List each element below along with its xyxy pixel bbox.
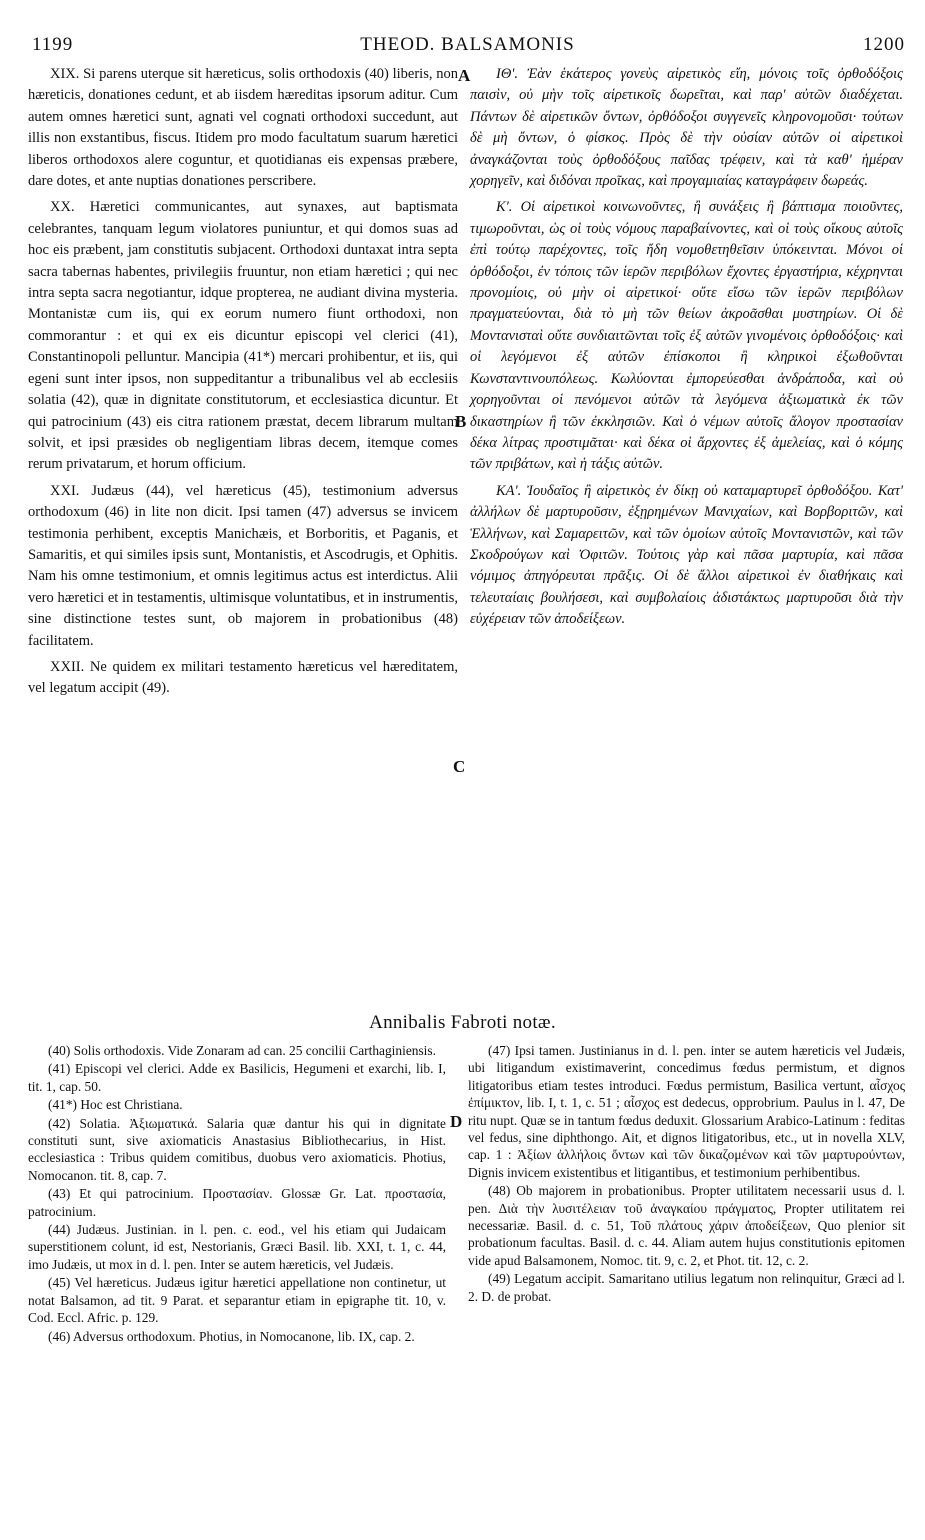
margin-letter-c: C bbox=[453, 757, 466, 776]
note-41-star: (41*) Hoc est Christiana. bbox=[48, 1097, 183, 1113]
notes-right-column bbox=[468, 1042, 905, 1306]
latin-column bbox=[28, 64, 458, 705]
note-42: (42) Solatia. Ἀξιωματικά. Salaria quæ dantur his qui in dignitate constituti sunt, sive axiomaticis Anastasius Bibliothecarius, in Hist. ecclesiastica : Tribus quidem comitibus, duobus vero axiomaticis. Photius, Nomocanon. tit. 8, cap. 7. bbox=[28, 1115, 446, 1183]
greek-column bbox=[470, 64, 903, 636]
note-45: (45) Vel hæreticus. Judæus igitur hæretici appellatione non continetur, ut notat Balsamon, ad tit. 9 Parat. et separantur etiam in epigraphe tit. 10, v. Cod. Eccl. Afric. p. 129. bbox=[28, 1275, 446, 1326]
note-46: (46) Adversus orthodoxum. Photius, in Nomocanone, lib. IX, cap. 2. bbox=[48, 1328, 415, 1344]
running-header bbox=[30, 30, 905, 58]
greek-paragraph-20: Κʹ. Οἱ αἱρετικοὶ κοινωνοῦντες, ἢ συνάξεις ἢ βάπτισμα ποιοῦντες, τιμωροῦνται, ὡς οἱ τοὺς νόμους παραβαίνοντες, καὶ οἱ τοὺς οἴκους αὐτοῖς ἐπὶ τούτῳ παρέχοντες, τοῖς ἤδη νομοθετηθεῖσιν ὑπόκεινται. Μόνοι οἱ ὀρθόδοξοι, ἐν τόποις τῶν ἱερῶν περιβόλων ἔχοντες ἐργαστήρια, κέχρηνται προνομίοις, οὐ μὴν οἱ αἱρετικοί· οὔτε εἴσω τῶν ἱερῶν περιβόλων πραγματεύονται, διὰ τὸ μὴ τῶν θείων ἀκροᾶσθαι μυστηρίων. Οἱ δὲ Μοντανισταὶ οὔτε συνδιαιτῶνται τοῖς ἐξ αὐτῶν γινομένοις ὀρθοδόξοις· καὶ οἱ λεγόμενοι ἐξ αὐτῶν ἐπίσκοποι ἢ κληρικοὶ ἐξωθοῦνται Κωνσταντινουπόλεως. Κωλύονται ἐμπορεύεσθαι ἀνδράποδα, καὶ οὐ χορηγοῦνται οἱ πενόμενοι αὐτῶν τὰ λεγόμενα ἀξιωματικὰ ἐκ τῶν δικαστηρίων ἢ τῶν ἐκκλησιῶν. Καὶ ὁ νέμων αὐτοῖς ἄλογον προστασίαν δέκα λίτρας προστιμᾶται· καὶ δέκα οἱ ἄρχοντες ἐξ ἀμελείας, καὶ ὁ κόμης τῶν πριβάτων, καὶ ἡ τάξις αὐτῶν. bbox=[470, 199, 903, 473]
note-40: (40) Solis orthodoxis. Vide Zonaram ad can. 25 concilii Carthaginiensis. bbox=[48, 1043, 436, 1058]
notes-heading: Annibalis Fabroti notæ. bbox=[369, 1012, 556, 1033]
note-49: (49) Legatum accipit. Samaritano utilius legatum non relinquitur, Græci ad l. 2. D. de probat. bbox=[468, 1271, 905, 1304]
page-number-left: 1199 bbox=[32, 34, 74, 55]
note-47: (47) Ipsi tamen. Justinianus in d. l. pen. inter se autem hæreticis vel Judæis, ubi litigandum existimaverint, concedimus fœdus permistum, et dignos litigatoribus etiam testes introduci. Fœdus permistum, Basilica vertunt, αἶσχος ἐπίμικτον, lib. I, t. 1, c. 51 ; αἶσχος est dedecus, opprobrium. Paulus in l. 47, De ritu nupt. Quæ se in tantum fœdus deduxit. Glossarium Arabico-Latinum : feditas vel fedus, sine diphthongo. Ait, et dignos litigatoribus, etc., ut in novella XLV, cap. 1 : Ἀξίων ἀλλήλοις ὄντων καὶ τῶν δικαζομένων καὶ τῶν μαρτυρούντων, Dignis invicem existentibus et litigantibus, et testimonium perhibentibus. bbox=[468, 1043, 905, 1180]
page-number-right: 1200 bbox=[863, 34, 905, 55]
note-48: (48) Ob majorem in probationibus. Propter utilitatem necessarii usus d. l. pen. Διὰ τὴν λυσιτέλειαν τοῦ ἀναγκαίου πράγματος, Propter utilitatem rei necessariæ. Basil. d. c. 51, Τοῦ πλάτους χάριν ἀποδείξεων, Quo plenior sit probationum facultas. Basil. d. c. 44. Aliam autem hujus constitutionis epitomen vide apud Balsamonem, Nomoc. tit. 9, c. 2, et Phot. tit. 12, c. 2. bbox=[468, 1183, 905, 1268]
latin-paragraph-xx: XX. Hæretici communicantes, aut synaxes, aut baptismata celebrantes, tanquam legum violatores puniuntur, et qui domos suas ad hoc eis præbent, jam constitutis subjacent. Orthodoxi duntaxat intra septa sacra tabernas habentes, privilegiis fruuntur, non etiam hæretici ; qui nec intra septa sacra negotiantur, idque propterea, ne audiant divina mysteria. Montanistæ cum iis, qui ex eorum numero fiunt orthodoxi, non commorantur : et qui ex eis dicuntur episcopi vel clerici (41), Constantinopoli pelluntur. Mancipia (41*) mercari prohibentur, et iis, qui egeni sunt inter ipsos, non suppeditantur a tribunalibus vel ab ecclesiis solatia (42), quæ in dignitate constitutorum, et ecclesiastica dicuntur. Et qui patrocinium (43) eis citra rationem præstat, decem librarum multam solvit, et ipsi præsides ob negligentiam libras decem, itemque comes rerum privatarum, et horum officium. bbox=[28, 199, 458, 473]
margin-letter-a: A bbox=[458, 66, 471, 85]
margin-letter-b: B bbox=[455, 412, 467, 431]
notes-left-column bbox=[28, 1042, 446, 1346]
note-41: (41) Episcopi vel clerici. Adde ex Basilicis, Hegumeni et exarchi, lib. I, tit. 1, cap. 50. bbox=[28, 1061, 446, 1094]
note-43: (43) Et qui patrocinium. Προστασίαν. Glossæ Gr. Lat. προστασία, patrocinium. bbox=[28, 1186, 446, 1219]
latin-paragraph-xxii: XXII. Ne quidem ex militari testamento hæreticus vel hæreditatem, vel legatum accipit (49). bbox=[28, 658, 458, 697]
latin-paragraph-xxi: XXI. Judæus (44), vel hæreticus (45), testimonium adversus orthodoxum (46) in lite non dicit. Ipsi tamen (47) adversus se invicem testimonia perhibent, exceptis Manichæis, et Borboritis, et Paganis, et Samaritis, et qui similes ipsis sunt, Montanistis, et Ascodrugis, et Ophitis. Nam his omne testimonium, et omnis legitimus actus est interdictus. Alii vero hæretici et in testamentis, ultimisque voluntatibus, et in instrumentis, sine distinctione testes sunt, ob majorem in probationibus (48) facilitatem. bbox=[28, 482, 458, 649]
latin-paragraph-xix: XIX. Si parens uterque sit hæreticus, solis orthodoxis (40) liberis, non hæreticis, donationes cedunt, et ab iisdem hæreditas ipsorum aditur. Cum autem omnes hæretici sunt, agnati vel cognati orthodoxi succedunt, aut illis non exstantibus, fiscus. Itidem pro modo facultatum suarum hæretici liberos orthodoxos alere coguntur, et quotidianas eis expensas præbere, dare dotes, et ante nuptias donationes perscribere. bbox=[28, 66, 458, 190]
greek-paragraph-19: ΙΘʹ. Ἐὰν ἑκάτερος γονεὺς αἱρετικὸς εἴη, μόνοις τοῖς ὀρθοδόξοις παισὶν, οὐ μὴν τοῖς αἱρετικοῖς δωρεῖται, καὶ παρ' αὐτῶν διαδέχεται. Πάντων δὲ αἱρετικῶν ὄντων, ὀρθόδοξοι συγγενεῖς κληρονομοῦσι· τούτων δὲ μὴ ὄντων, ὁ φίσκος. Πρὸς δὲ τὴν οὐσίαν αὐτῶν οἱ αἱρετικοὶ ἀναγκάζονται τοὺς ὀρθοδόξους παῖδας τρέφειν, καὶ τὰ καθ' ἡμέραν χορηγεῖν, καὶ διδόναι προῖκας, καὶ προγαμιαίας καταγράφειν δωρεάς. bbox=[470, 66, 903, 190]
margin-letter-d: D bbox=[450, 1112, 463, 1131]
greek-paragraph-21: ΚΑʹ. Ἰουδαῖος ἢ αἱρετικὸς ἐν δίκῃ οὐ καταμαρτυρεῖ ὀρθοδόξου. Κατ' ἀλλήλων δὲ μαρτυροῦσιν, ἐξῃρημένων Μανιχαίων, καὶ Βορβοριτῶν, καὶ Ἑλλήνων, καὶ Σαμαρειτῶν, καὶ τῶν ὁμοίων αὐτοῖς Μοντανιστῶν, καὶ τῶν Σκοδρούγων καὶ Ὀφιτῶν. Τούτοις γὰρ καὶ πᾶσα μαρτυρία, καὶ πᾶσα νόμιμος ἀπηγόρευται πρᾶξις. Οἱ δὲ ἄλλοι αἱρετικοὶ ἐν διαθήκαις καὶ τελευταίαις βουλήσεσι, καὶ συμβολαίοις ἀδιστάκτως μαρτυροῦσι διὰ τὴν εὐχέρειαν τῶν ἀποδείξεων. bbox=[470, 482, 903, 628]
running-title: THEOD. BALSAMONIS bbox=[360, 34, 575, 55]
note-44: (44) Judæus. Justinian. in l. pen. c. eod., vel his etiam qui Judaicam superstitionem colunt, id est, Nestorianis, Græci Basil. lib. XXI, t. 1, c. 44, imo Judæis, ut mox in d. l. pen. Inter se autem hæreticis, vel Judæis. bbox=[28, 1222, 446, 1272]
